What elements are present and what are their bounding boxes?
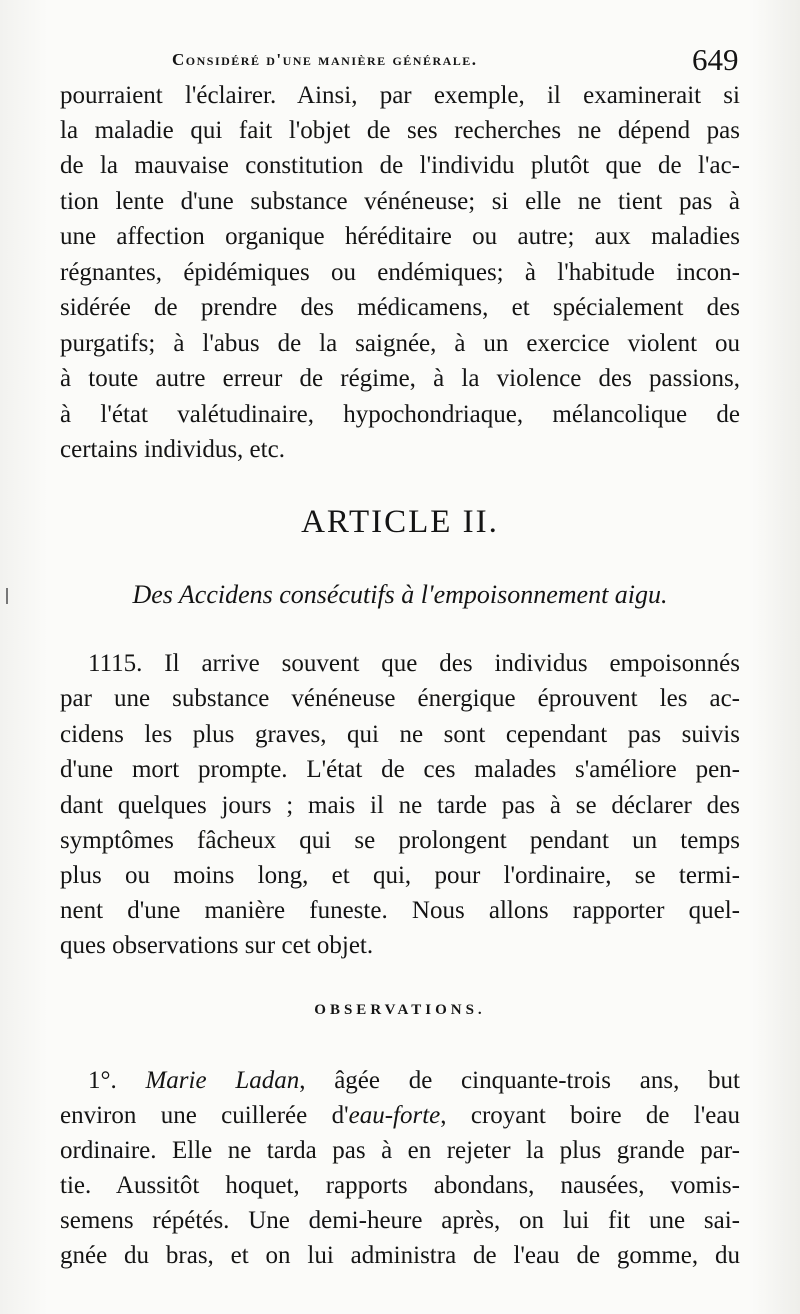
text-line: régnantes, épidémiques ou endémiques; à l'habitude incon- <box>60 259 740 286</box>
text-line <box>88 1063 740 1099</box>
text-line: semens répétés. Une demi-heure après, on lui fit une sai- <box>60 1207 740 1234</box>
patient-name: Marie Ladan <box>145 1067 300 1094</box>
text-line: plus ou moins long, et qui, pour l'ordinaire, se termi- <box>60 862 740 889</box>
text-span: , croyant boire de l'eau <box>440 1102 740 1129</box>
text-line: à l'état valétudinaire, hypochondriaque, mélancolique de <box>60 401 740 428</box>
observations-heading: OBSERVATIONS. <box>314 1002 486 1018</box>
text-line: la maladie qui fait l'objet de ses recherches ne dépend pas <box>60 117 740 144</box>
text-line: à toute autre erreur de régime, à la violence des passions, <box>60 365 740 392</box>
text-line: 1115. Il arrive souvent que des individus empoisonnés <box>88 650 740 677</box>
text-line: ques observations sur cet objet. <box>60 932 374 959</box>
running-title: Considéré d'une manière générale. <box>172 50 478 69</box>
running-head <box>0 40 800 80</box>
text-span: , âgée de cinquante-trois ans, but <box>299 1067 740 1094</box>
text-span: environ une cuillerée d' <box>60 1102 349 1129</box>
text-line <box>60 1098 740 1134</box>
text-line: purgatifs; à l'abus de la saignée, à un exercice violent ou <box>60 330 740 357</box>
text-line: cidens les plus graves, qui ne sont cependant pas suivis <box>60 721 740 748</box>
text-line: dant quelques jours ; mais il ne tarde pas à se déclarer des <box>60 792 740 819</box>
article-subtitle: Des Accidens consécutifs à l'empoisonnement aigu. <box>132 580 668 609</box>
page-number: 649 <box>692 42 739 77</box>
text-line: ordinaire. Elle ne tarda pas à en rejeter la plus grande par- <box>60 1137 740 1164</box>
text-line: de la mauvaise constitution de l'individu plutôt que de l'ac- <box>60 152 740 179</box>
text-line: une affection organique héréditaire ou autre; aux maladies <box>60 223 740 250</box>
text-line: sidérée de prendre des médicamens, et spécialement des <box>60 294 740 321</box>
text-line: tie. Aussitôt hoquet, rapports abondans, nausées, vomis- <box>60 1172 740 1199</box>
observation-number: 1°. <box>88 1067 117 1094</box>
text-line: symptômes fâcheux qui se prolongent pendant un temps <box>60 827 740 854</box>
text-line: par une substance vénéneuse énergique éprouvent les ac- <box>60 685 740 712</box>
text-line: d'une mort prompte. L'état de ces malades s'améliore pen- <box>60 756 740 783</box>
text-line: nent d'une manière funeste. Nous allons rapporter quel- <box>60 897 740 924</box>
text-line: gnée du bras, et on lui administra de l'eau de gomme, du <box>60 1242 740 1269</box>
substance-name: eau-forte <box>348 1102 441 1129</box>
text-line: pourraient l'éclairer. Ainsi, par exemple, il examinerait si <box>60 82 740 109</box>
text-line: certains individus, etc. <box>60 436 285 463</box>
article-heading: ARTICLE II. <box>301 504 499 540</box>
margin-mark <box>6 588 8 604</box>
text-line: tion lente d'une substance vénéneuse; si elle ne tient pas à <box>60 188 740 215</box>
